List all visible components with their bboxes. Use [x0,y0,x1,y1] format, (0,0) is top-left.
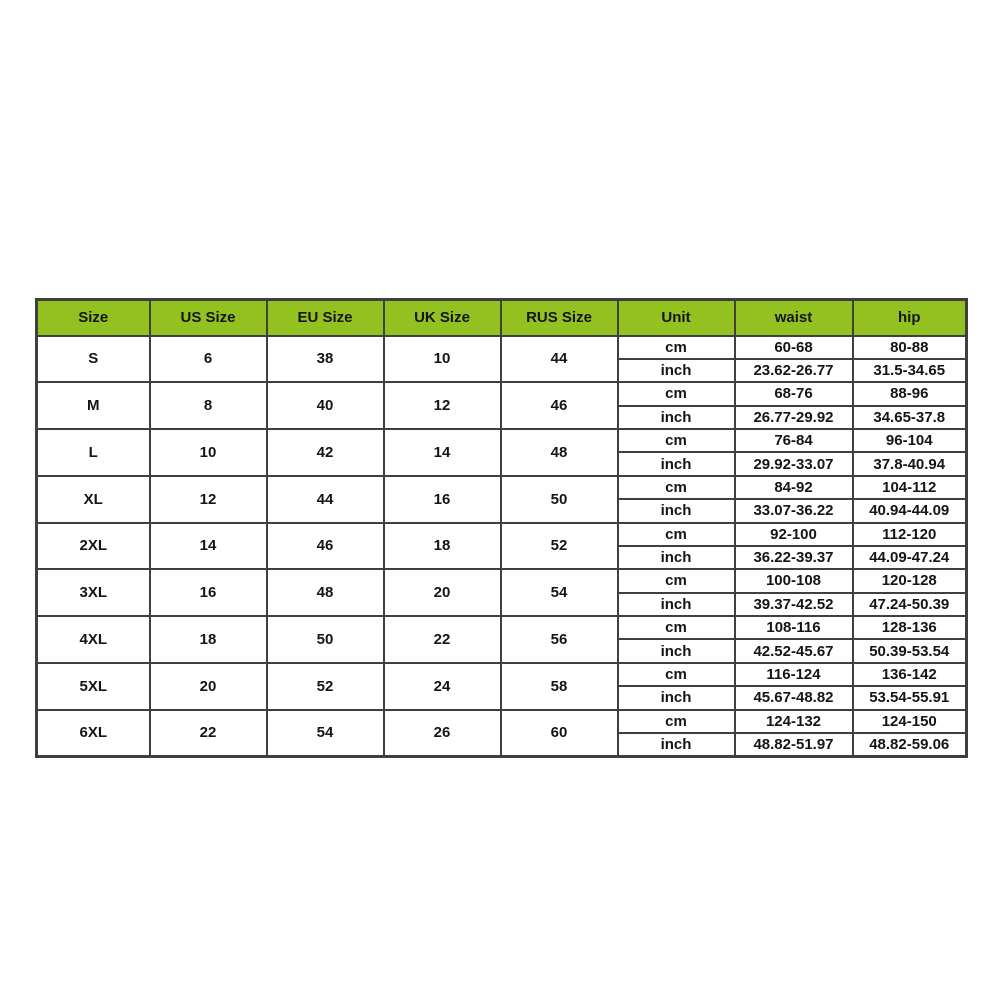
uk-size-cell: 26 [384,710,501,757]
waist-cm-value: 84-92 [735,476,853,499]
hip-cm-value: 104-112 [853,476,967,499]
unit-cm-cell: cm [618,616,735,639]
waist-inch-value: 36.22-39.37 [735,546,853,569]
unit-cm-cell: cm [618,476,735,499]
waist-cm-value: 60-68 [735,336,853,359]
uk-size-cell: 18 [384,523,501,570]
table-row [37,382,967,405]
hip-cm-value: 112-120 [853,523,967,546]
table-row [37,429,967,452]
size-cell: XL [37,476,150,523]
eu-size-cell: 52 [267,663,384,710]
hip-inch-value: 48.82-59.06 [853,733,967,757]
waist-cm-value: 100-108 [735,569,853,592]
unit-inch-cell: inch [618,546,735,569]
table-row [37,336,967,359]
unit-inch-cell: inch [618,593,735,616]
size-cell: 2XL [37,523,150,570]
hip-cm-value: 80-88 [853,336,967,359]
hip-inch-value: 50.39-53.54 [853,639,967,662]
column-header-unit: Unit [618,300,735,336]
eu-size-cell: 42 [267,429,384,476]
unit-cm-cell: cm [618,336,735,359]
us-size-cell: 14 [150,523,267,570]
us-size-cell: 16 [150,569,267,616]
waist-inch-value: 33.07-36.22 [735,499,853,522]
column-header-hip: hip [853,300,967,336]
size-cell: 3XL [37,569,150,616]
size-chart-table [35,298,968,758]
rus-size-cell: 58 [501,663,618,710]
eu-size-cell: 48 [267,569,384,616]
waist-cm-value: 92-100 [735,523,853,546]
column-header-size: Size [37,300,150,336]
eu-size-cell: 44 [267,476,384,523]
unit-cm-cell: cm [618,523,735,546]
us-size-cell: 18 [150,616,267,663]
waist-cm-value: 68-76 [735,382,853,405]
waist-inch-value: 26.77-29.92 [735,406,853,429]
column-header-us-size: US Size [150,300,267,336]
waist-cm-value: 76-84 [735,429,853,452]
hip-inch-value: 40.94-44.09 [853,499,967,522]
us-size-cell: 8 [150,382,267,429]
hip-cm-value: 136-142 [853,663,967,686]
unit-inch-cell: inch [618,359,735,382]
uk-size-cell: 16 [384,476,501,523]
unit-inch-cell: inch [618,686,735,709]
uk-size-cell: 12 [384,382,501,429]
header-row [37,300,967,336]
hip-cm-value: 88-96 [853,382,967,405]
unit-inch-cell: inch [618,452,735,475]
unit-inch-cell: inch [618,733,735,757]
unit-inch-cell: inch [618,499,735,522]
table-row [37,569,967,592]
hip-inch-value: 47.24-50.39 [853,593,967,616]
unit-inch-cell: inch [618,406,735,429]
rus-size-cell: 52 [501,523,618,570]
table-row [37,616,967,639]
table-row [37,523,967,546]
eu-size-cell: 54 [267,710,384,757]
size-cell: 5XL [37,663,150,710]
hip-cm-value: 128-136 [853,616,967,639]
eu-size-cell: 46 [267,523,384,570]
us-size-cell: 22 [150,710,267,757]
rus-size-cell: 44 [501,336,618,383]
rus-size-cell: 50 [501,476,618,523]
eu-size-cell: 40 [267,382,384,429]
eu-size-cell: 50 [267,616,384,663]
hip-inch-value: 44.09-47.24 [853,546,967,569]
waist-inch-value: 45.67-48.82 [735,686,853,709]
rus-size-cell: 54 [501,569,618,616]
waist-inch-value: 39.37-42.52 [735,593,853,616]
unit-cm-cell: cm [618,569,735,592]
us-size-cell: 6 [150,336,267,383]
column-header-waist: waist [735,300,853,336]
rus-size-cell: 60 [501,710,618,757]
waist-cm-value: 108-116 [735,616,853,639]
hip-cm-value: 120-128 [853,569,967,592]
unit-cm-cell: cm [618,663,735,686]
hip-inch-value: 34.65-37.8 [853,406,967,429]
size-cell: S [37,336,150,383]
uk-size-cell: 22 [384,616,501,663]
waist-cm-value: 116-124 [735,663,853,686]
unit-cm-cell: cm [618,382,735,405]
eu-size-cell: 38 [267,336,384,383]
unit-cm-cell: cm [618,429,735,452]
column-header-eu-size: EU Size [267,300,384,336]
uk-size-cell: 24 [384,663,501,710]
rus-size-cell: 46 [501,382,618,429]
hip-inch-value: 31.5-34.65 [853,359,967,382]
rus-size-cell: 48 [501,429,618,476]
waist-inch-value: 23.62-26.77 [735,359,853,382]
rus-size-cell: 56 [501,616,618,663]
us-size-cell: 20 [150,663,267,710]
table-row [37,710,967,733]
unit-inch-cell: inch [618,639,735,662]
uk-size-cell: 10 [384,336,501,383]
size-cell: 4XL [37,616,150,663]
waist-inch-value: 42.52-45.67 [735,639,853,662]
size-cell: 6XL [37,710,150,757]
table-row [37,663,967,686]
hip-cm-value: 124-150 [853,710,967,733]
table-body [37,336,967,757]
table-row [37,476,967,499]
unit-cm-cell: cm [618,710,735,733]
hip-cm-value: 96-104 [853,429,967,452]
us-size-cell: 10 [150,429,267,476]
uk-size-cell: 14 [384,429,501,476]
hip-inch-value: 53.54-55.91 [853,686,967,709]
hip-inch-value: 37.8-40.94 [853,452,967,475]
waist-inch-value: 29.92-33.07 [735,452,853,475]
us-size-cell: 12 [150,476,267,523]
uk-size-cell: 20 [384,569,501,616]
column-header-rus-size: RUS Size [501,300,618,336]
column-header-uk-size: UK Size [384,300,501,336]
size-cell: M [37,382,150,429]
waist-cm-value: 124-132 [735,710,853,733]
waist-inch-value: 48.82-51.97 [735,733,853,757]
size-cell: L [37,429,150,476]
